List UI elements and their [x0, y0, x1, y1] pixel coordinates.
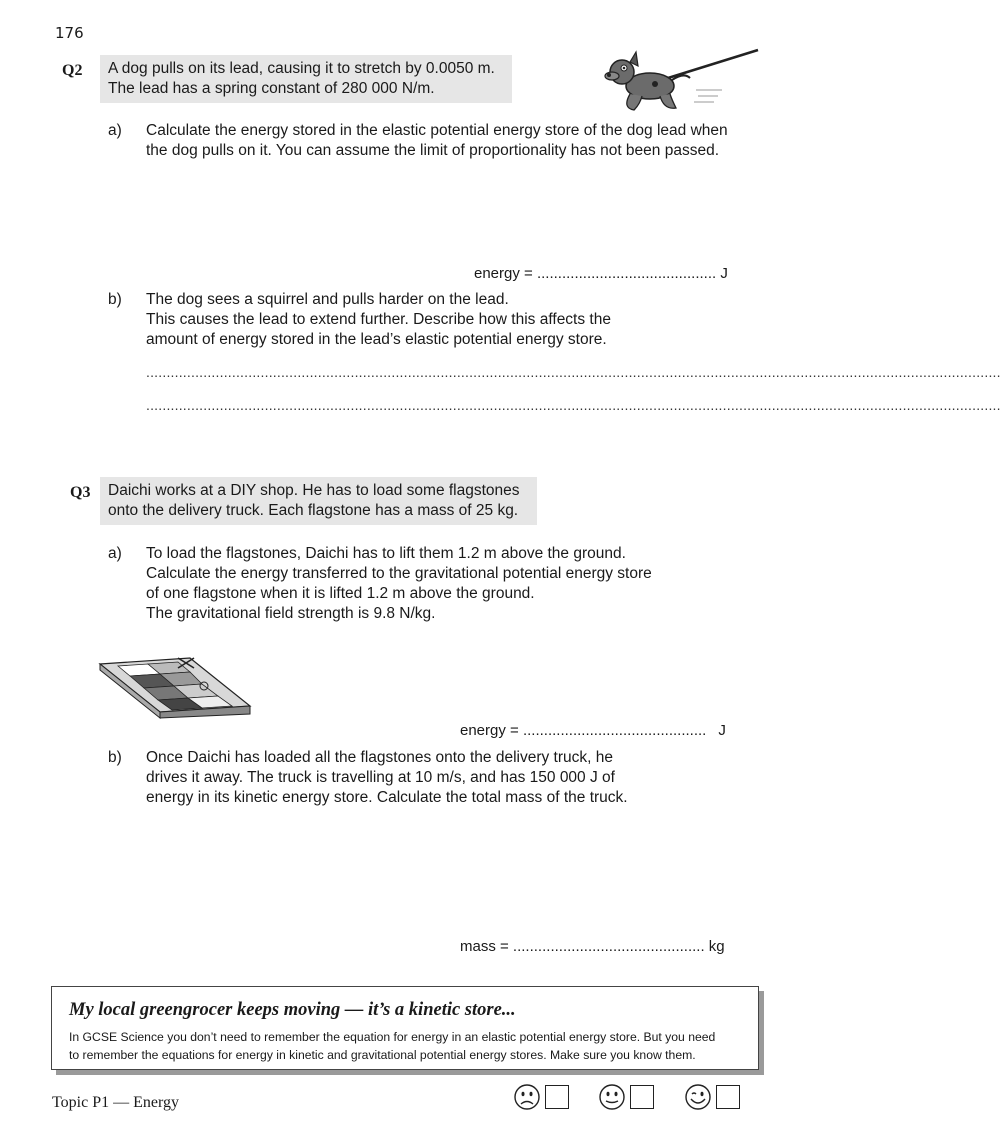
sad-face-icon: [513, 1083, 541, 1111]
tip-heading: My local greengrocer keeps moving — it’s a kinetic store...: [69, 1000, 516, 1020]
question-3-number: Q3: [70, 484, 91, 501]
q3-part-a-line: Calculate the energy transferred to the gravitational potential energy store: [146, 565, 652, 582]
q3-part-a-line: of one flagstone when it is lifted 1.2 m above the ground.: [146, 585, 535, 602]
tip-body: [69, 1028, 749, 1064]
q2-part-b-label: b): [108, 291, 122, 308]
page-number: 176: [55, 24, 84, 42]
q3-part-b-text: [146, 748, 746, 808]
q3-energy-answer-prefix: energy = ............................................: [460, 722, 707, 739]
q2-part-a-line: the dog pulls on it. You can assume the limit of proportionality has not been passed.: [146, 142, 720, 159]
q2-answer-dotted-line-1[interactable]: .................................................................................................................................................................................................................: [146, 364, 1001, 380]
footer-topic: Topic P1 — Energy: [52, 1094, 180, 1111]
tip-body-line: to remember the equations for energy in kinetic and gravitational potential energy stores. Make sure you know them.: [69, 1048, 696, 1062]
dog-illustration: [600, 48, 760, 114]
q3-intro-line: Daichi works at a DIY shop. He has to load some flagstones: [108, 482, 520, 499]
tip-box: [51, 986, 759, 1070]
question-2-intro: [100, 55, 512, 103]
q2-intro-line: A dog pulls on its lead, causing it to stretch by 0.0050 m.: [108, 60, 495, 77]
q3-part-a-label: a): [108, 545, 122, 562]
q2-part-a-text: [146, 121, 746, 161]
q2-energy-answer-line[interactable]: energy = ........................................... J: [474, 265, 728, 282]
happy-face-icon: [684, 1083, 712, 1111]
q2-part-b-text: [146, 290, 746, 350]
q3-energy-answer-unit: J: [718, 722, 726, 739]
q2-part-b-line: amount of energy stored in the lead’s elastic potential energy store.: [146, 331, 607, 348]
confidence-checkbox-low[interactable]: [545, 1085, 569, 1109]
confidence-checkbox-medium[interactable]: [630, 1085, 654, 1109]
q3-part-b-line: Once Daichi has loaded all the flagstones onto the delivery truck, he: [146, 749, 613, 766]
q2-part-b-line: The dog sees a squirrel and pulls harder on the lead.: [146, 291, 509, 308]
q2-part-a-line: Calculate the energy stored in the elastic potential energy store of the dog lead when: [146, 122, 728, 139]
q3-part-b-label: b): [108, 749, 122, 766]
dog-icon: [605, 50, 758, 110]
neutral-face-icon: [598, 1083, 626, 1111]
question-2-number: Q2: [62, 62, 83, 79]
q2-part-b-line: This causes the lead to extend further. Describe how this affects the: [146, 311, 611, 328]
flagstones-icon: [100, 658, 250, 718]
flagstones-illustration: [98, 656, 254, 718]
q3-energy-answer-line[interactable]: [460, 722, 726, 739]
q3-intro-line: onto the delivery truck. Each flagstone has a mass of 25 kg.: [108, 502, 519, 519]
q3-part-a-text: [146, 544, 746, 624]
confidence-checkbox-high[interactable]: [716, 1085, 740, 1109]
q3-part-a-line: To load the flagstones, Daichi has to lift them 1.2 m above the ground.: [146, 545, 626, 562]
tip-body-line: In GCSE Science you don’t need to remember the equation for energy in an elastic potential energy store. But you need: [69, 1030, 716, 1044]
question-3-intro: [100, 477, 537, 525]
q2-answer-dotted-line-2[interactable]: .................................................................................................................................................................................................................: [146, 397, 1001, 413]
q2-part-a-label: a): [108, 122, 122, 139]
q2-intro-line: The lead has a spring constant of 280 000 N/m.: [108, 80, 435, 97]
q3-part-b-line: drives it away. The truck is travelling at 10 m/s, and has 150 000 J of: [146, 769, 615, 786]
q3-part-a-line: The gravitational field strength is 9.8 N/kg.: [146, 605, 436, 622]
q3-mass-answer-line[interactable]: mass = .............................................. kg: [460, 938, 725, 955]
q3-part-b-line: energy in its kinetic energy store. Calculate the total mass of the truck.: [146, 789, 628, 806]
